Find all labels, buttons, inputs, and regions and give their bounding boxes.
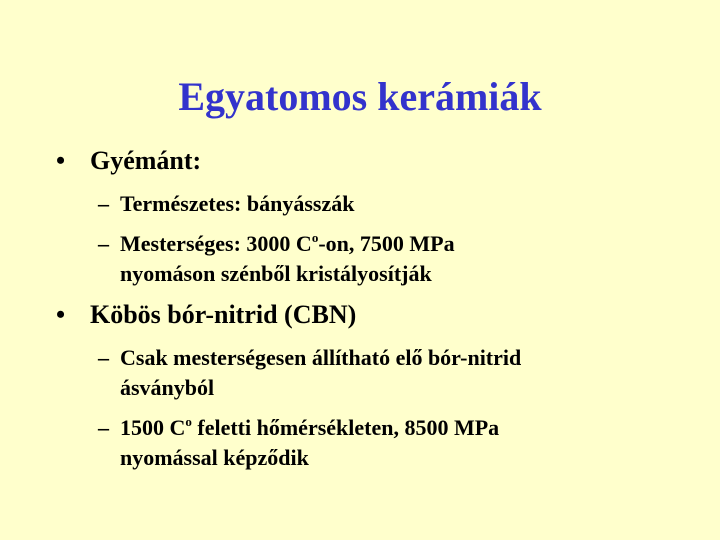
sub-item-text: feletti hőmérsékleten, 8500 MPa [191, 415, 500, 440]
sub-item-text: -on, 7500 MPa [318, 231, 455, 256]
sub-list-diamond [98, 189, 696, 289]
bullet-item-cbn [56, 299, 696, 331]
bullet-heading: Gyémánt: [90, 146, 202, 175]
bullet-icon: • [56, 300, 66, 329]
sub-item-text: Természetes: bányásszák [120, 191, 355, 216]
dash-icon: – [98, 345, 109, 370]
bullet-list [56, 145, 696, 483]
sub-item-conditions [98, 413, 696, 473]
degree-superscript: o [185, 414, 192, 429]
sub-item-text: Csak mesterségesen állítható elő bór-nitrid [120, 345, 522, 370]
bullet-heading: Köbös bór-nitrid (CBN) [90, 300, 357, 329]
sub-item-text-continued: ásványból [120, 375, 215, 400]
bullet-item-diamond [56, 145, 696, 177]
slide-title: Egyatomos kerámiák [178, 74, 542, 119]
bullet-icon: • [56, 146, 66, 175]
sub-item-text: 1500 C [120, 415, 186, 440]
dash-icon: – [98, 415, 109, 440]
sub-item-text: Mesterséges: 3000 C [120, 231, 312, 256]
sub-item-natural [98, 189, 696, 219]
sub-item-synthetic [98, 229, 696, 289]
sub-item-text-continued: nyomással képződik [120, 445, 309, 470]
dash-icon: – [98, 231, 109, 256]
dash-icon: – [98, 191, 109, 216]
sub-item-artificial-only [98, 343, 696, 403]
sub-list-cbn [98, 343, 696, 473]
sub-item-text-continued: nyomáson szénből kristályosítják [120, 261, 432, 286]
degree-superscript: o [311, 230, 319, 245]
